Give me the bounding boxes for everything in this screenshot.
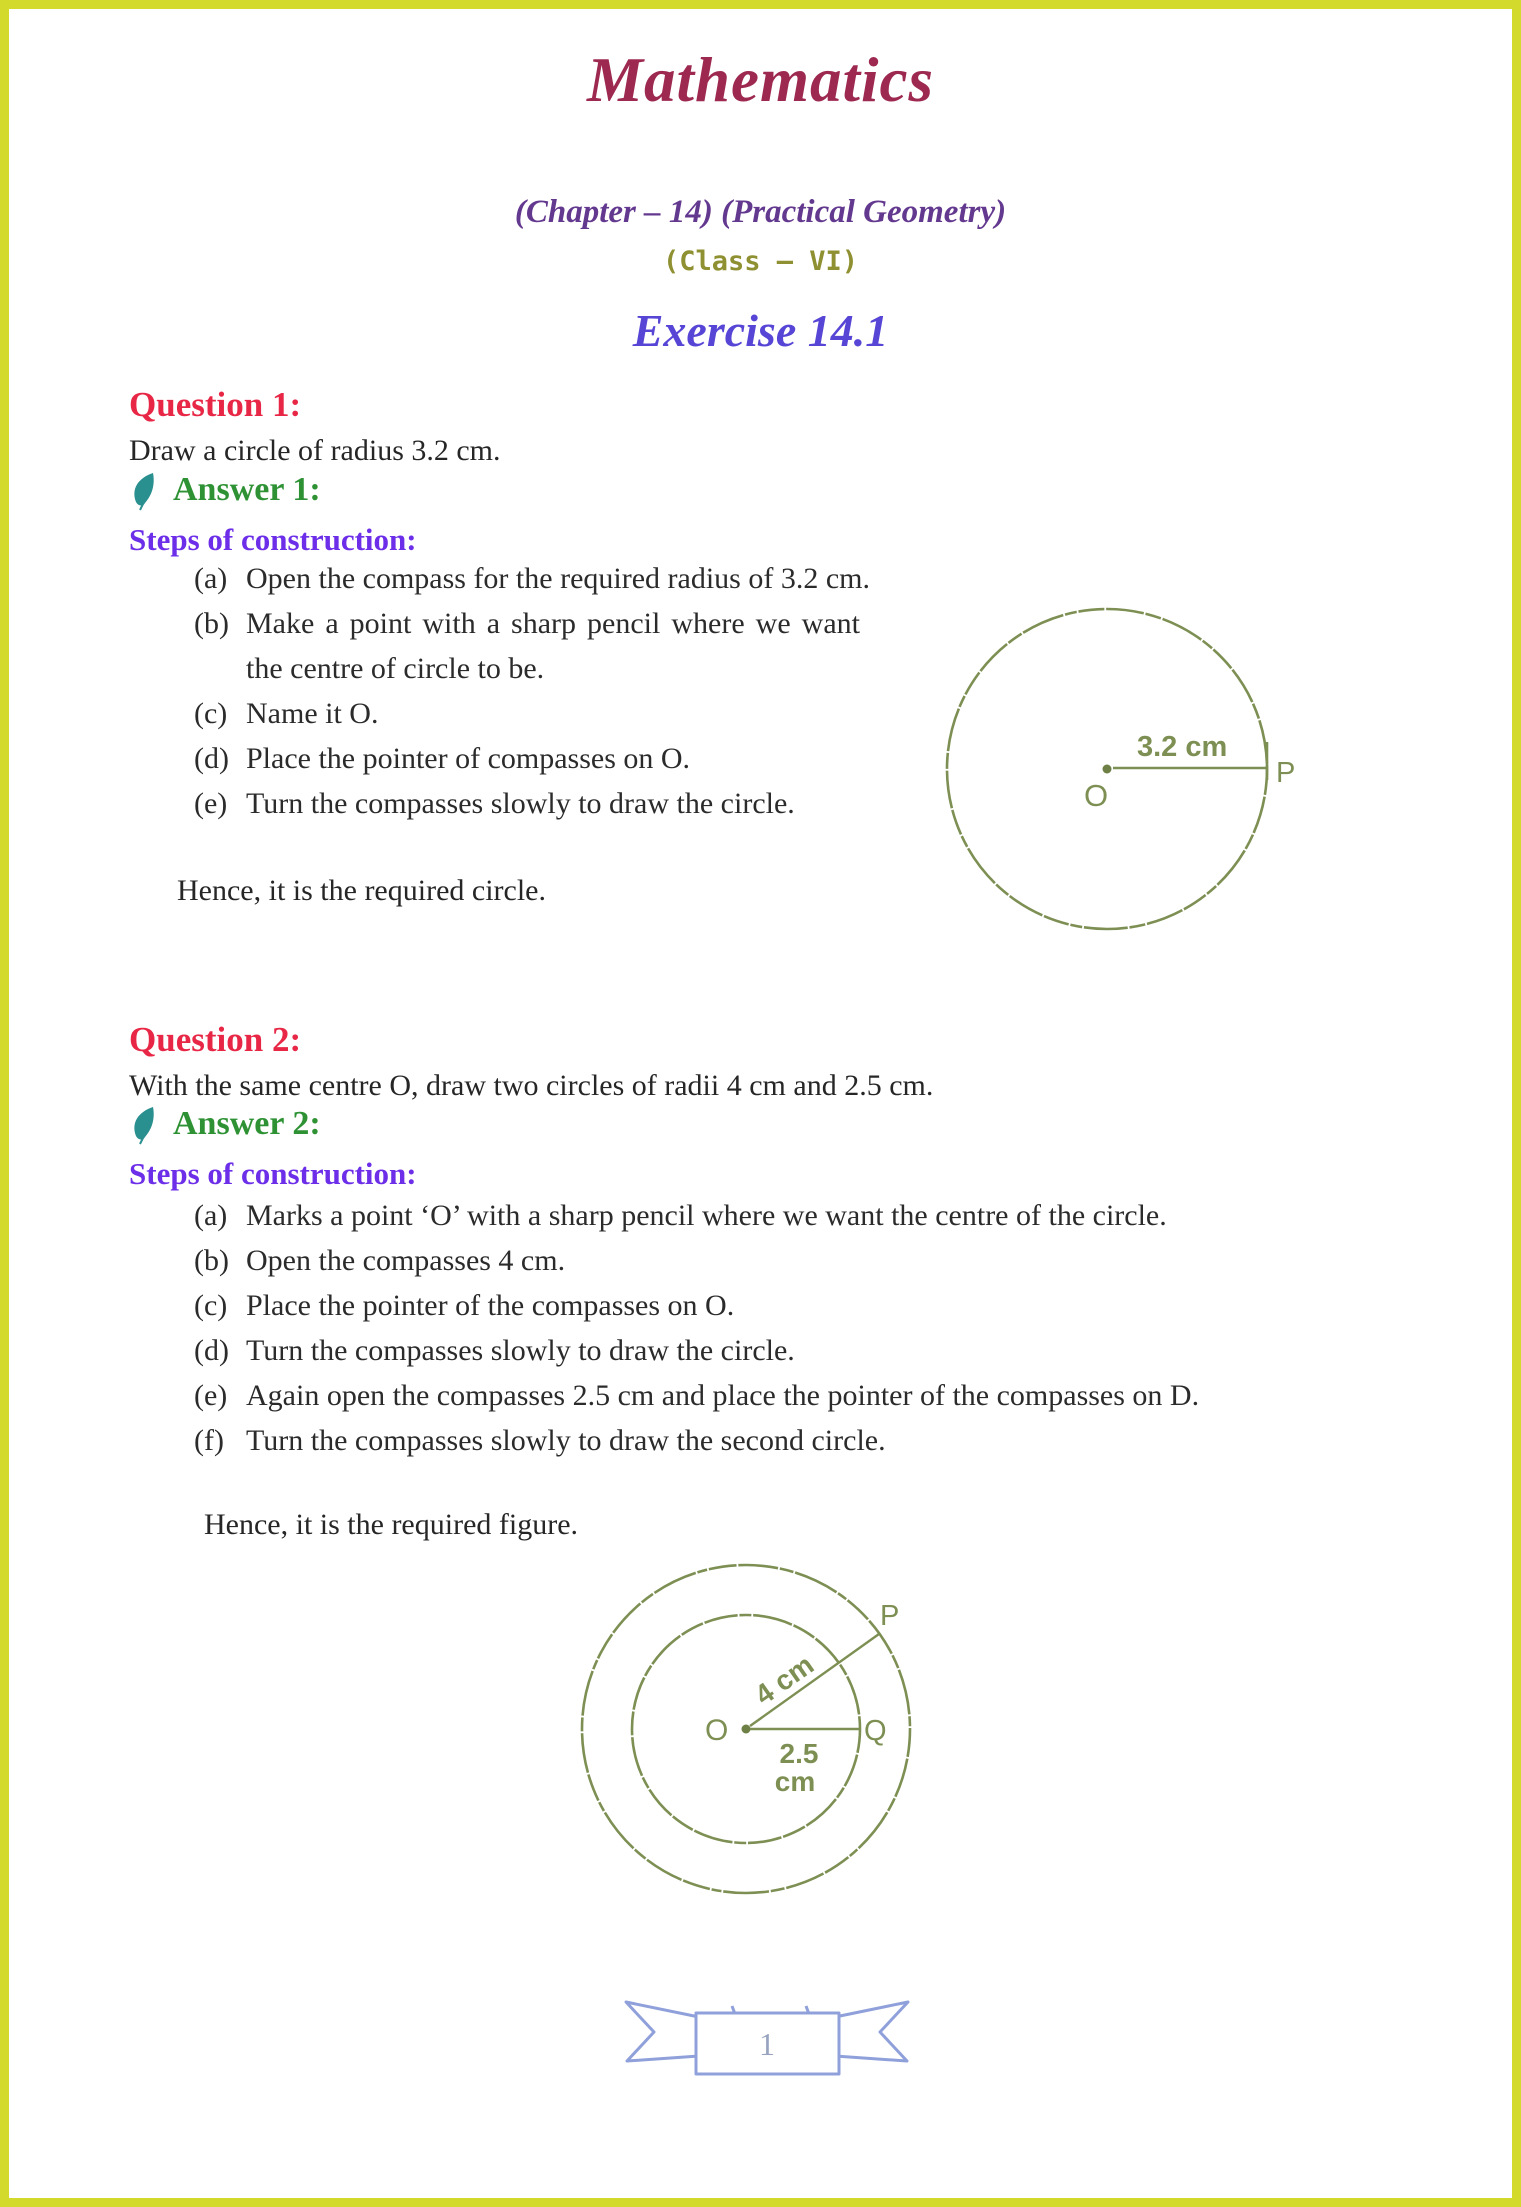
step-label: (d) <box>194 1334 229 1367</box>
page-ribbon <box>622 1999 912 2079</box>
question-2-heading: Question 2: <box>129 1020 302 1059</box>
step-label: (b) <box>194 607 229 640</box>
step-text: Make a point with a sharp pencil where we want the centre of circle to be. <box>246 607 860 685</box>
figure-point-label: P <box>1276 757 1296 789</box>
step-text: Turn the compasses slowly to draw the circle. <box>246 1334 795 1367</box>
step-label: (d) <box>194 742 229 775</box>
step-label: (f) <box>194 1424 224 1457</box>
construction-step <box>194 781 926 826</box>
answer-2-row <box>129 1105 321 1145</box>
step-text: Open the compasses 4 cm. <box>246 1244 566 1277</box>
inner-radius-value-label: 2.5 <box>779 1738 819 1769</box>
answer-1-heading: Answer 1: <box>173 471 321 508</box>
conclusion-1: Hence, it is the required circle. <box>177 874 546 907</box>
page-title: Mathematics <box>586 45 934 115</box>
construction-step <box>194 1328 1491 1373</box>
inner-radius-unit-label: cm <box>774 1766 816 1797</box>
page-number: 1 <box>759 2026 775 2062</box>
construction-step <box>194 1418 1491 1463</box>
figure-center-label: O <box>705 1714 729 1747</box>
step-label: (c) <box>194 697 228 730</box>
outer-point-label: P <box>880 1600 900 1632</box>
figure-center-dot <box>1103 765 1112 774</box>
ribbon-left-wing <box>626 2002 699 2061</box>
chapter-heading: (Chapter – 14) (Practical Geometry) <box>514 194 1007 230</box>
step-text: Turn the compasses slowly to draw the circle. <box>246 787 795 820</box>
q1-steps-list <box>194 556 926 826</box>
step-label: (b) <box>194 1244 229 1277</box>
step-label: (a) <box>194 562 228 595</box>
construction-step <box>194 556 926 601</box>
step-text: Open the compass for the required radius of 3.2 cm. <box>246 562 870 595</box>
question-1-heading: Question 1: <box>129 385 302 424</box>
inner-point-label: Q <box>864 1715 887 1747</box>
figure-radius-label: 3.2 cm <box>1137 731 1228 763</box>
construction-step <box>194 1283 1491 1328</box>
step-label: (c) <box>194 1289 228 1322</box>
steps-heading-1: Steps of construction: <box>129 522 417 557</box>
answer-2-heading: Answer 2: <box>173 1105 321 1142</box>
construction-step <box>194 691 926 736</box>
answer-1-row <box>129 471 321 511</box>
step-text: Turn the compasses slowly to draw the second circle. <box>246 1424 886 1457</box>
step-text: Marks a point ‘O’ with a sharp pencil where we want the centre of the circle. <box>246 1199 1167 1232</box>
question-2-text: With the same centre O, draw two circles of radii 4 cm and 2.5 cm. <box>129 1069 934 1102</box>
figure-center-label: O <box>1084 778 1109 813</box>
construction-step <box>194 736 926 781</box>
step-text: Place the pointer of the compasses on O. <box>246 1289 735 1322</box>
ribbon-right-wing <box>835 2002 908 2061</box>
step-label: (a) <box>194 1199 228 1232</box>
steps-heading-2: Steps of construction: <box>129 1156 417 1191</box>
step-text: Place the pointer of compasses on O. <box>246 742 691 775</box>
leaf-logo-icon <box>129 471 161 511</box>
circle-figure-1 <box>929 592 1329 957</box>
outer-radius-label: 4 cm <box>749 1648 820 1711</box>
construction-step <box>194 1193 1491 1238</box>
construction-step <box>194 601 926 691</box>
q2-steps-list <box>194 1193 1491 1463</box>
figure-center-dot <box>742 1725 751 1734</box>
step-label: (e) <box>194 787 228 820</box>
step-text: Name it O. <box>246 697 379 730</box>
exercise-heading: Exercise 14.1 <box>632 305 889 356</box>
construction-step <box>194 1238 1491 1283</box>
step-text: Again open the compasses 2.5 cm and place the pointer of the compasses on D. <box>246 1379 1200 1412</box>
conclusion-2: Hence, it is the required figure. <box>204 1508 579 1541</box>
circle-figure-2 <box>562 1551 934 1911</box>
class-heading: (Class – VI) <box>662 246 859 277</box>
step-label: (e) <box>194 1379 228 1412</box>
question-1-text: Draw a circle of radius 3.2 cm. <box>129 434 501 467</box>
leaf-logo-icon <box>129 1105 161 1145</box>
construction-step <box>194 1373 1491 1418</box>
